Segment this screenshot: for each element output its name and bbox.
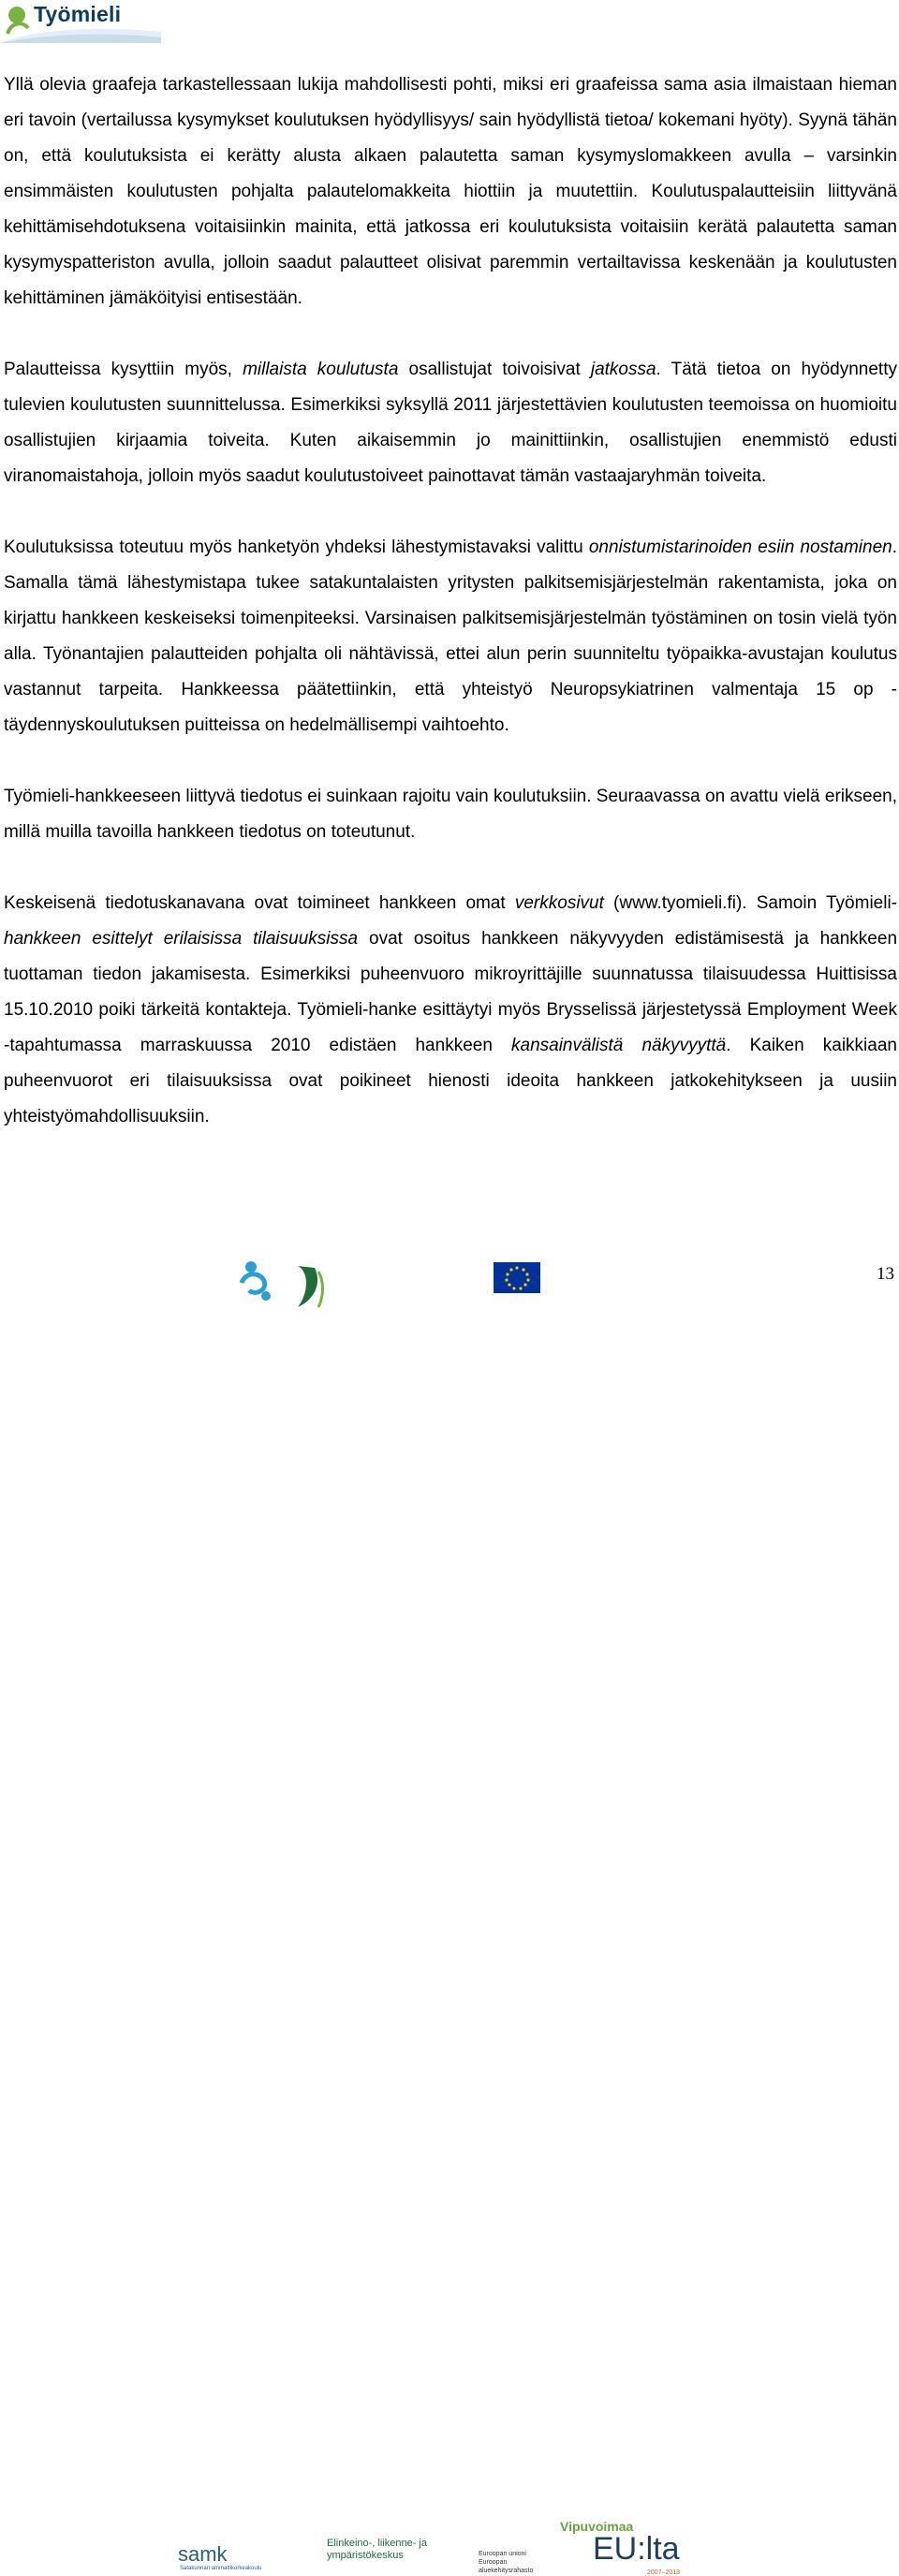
paragraph	[4, 352, 897, 494]
text-segment: osallistujat toivoisivat	[398, 360, 591, 379]
document-body	[4, 67, 897, 1135]
samk-logo-icon	[242, 1261, 271, 1301]
paragraph	[4, 779, 897, 850]
italic-text: onnistumistarinoiden esiin nostaminen	[588, 537, 892, 557]
paragraph	[4, 886, 897, 1135]
text-segment: (www.tyomieli.fi). Samoin Työmieli-	[603, 893, 898, 913]
ely-logo-icon	[298, 1266, 323, 1307]
text-segment: Koulutuksissa toteutuu myös hanketyön yhdeksi lähestymistavaksi valittu	[4, 537, 589, 557]
text-segment: . Kaiken kaikkiaan puheenvuorot eri tilaisuuksissa ovat poikineet hienosti ideoita hankkeen jatkokehitykseen ja uusiin yhteistyömahdollisuuksiin.	[4, 1036, 897, 1126]
text-segment: Keskeisenä tiedotuskanavana ovat toimineet hankkeen omat	[4, 893, 515, 913]
tyomieli-logo	[0, 0, 161, 43]
text-segment: . Tätä tietoa on hyödynnetty tulevien koulutusten suunnittelussa. Esimerkiksi syksyllä 2011 järjestettävien koulutusten teemoissa on huomioitu osallistujien kirjaamia toiveita. Kuten aikaisemmin jo mainittiinkin, osallistujien enemmistö edusti viranomaistahoja, jolloin myös saadut koulutustoiveet painottavat tämän vastaajaryhmän toiveita.	[4, 360, 897, 486]
italic-text: hankkeen esittelyt erilaisissa tilaisuuksissa	[4, 929, 359, 949]
italic-text: verkkosivut	[514, 893, 604, 913]
vipuvoimaa-text: Vipuvoimaa	[560, 2519, 634, 2534]
samk-logo-subtext: Satakunnan ammattikorkeakoulu	[180, 2566, 262, 2571]
eu-logo-text: Euroopan unioni Euroopan aluekehitysrahasto	[479, 2551, 534, 2574]
footer-logos	[0, 1255, 899, 2576]
italic-text: millaista koulutusta	[243, 360, 399, 379]
paragraph	[4, 530, 897, 743]
paragraph	[4, 67, 897, 316]
ely-logo-text: Elinkeino-, liikenne- ja ympäristökeskus	[327, 2538, 427, 2561]
italic-text: kansainvälistä näkyvyyttä	[511, 1036, 727, 1055]
eu-flag-icon	[494, 1262, 540, 1293]
italic-text: jatkossa	[590, 360, 656, 379]
text-segment: Työmieli-hankkeeseen liittyvä tiedotus ei suinkaan rajoitu vain koulutuksiin. Seuraavassa on avattu vielä erikseen, millä muilla tavoilla hankkeen tiedotus on toteutunut.	[4, 787, 897, 842]
text-segment: . Samalla tämä lähestymistapa tukee satakuntalaisten yritysten palkitsemisjärjestelmän rakentamista, joka on kirjattu hankkeen keskeiseksi toimenpiteeksi. Varsinaisen palkitsemisjärjestelmän työstäminen on tosin vielä työn alla. Työnantajien palautteiden pohjalta oli nähtävissä, ettei alun perin suunniteltu työpaikka-avustajan koulutus vastannut tarpeita. Hankkeessa päätettiinkin, että yhteistyö Neuropsykiatrinen valmentaja 15 op -täydennyskoulutuksen puitteissa on hedelmällisempi vaihtoehto.	[4, 537, 897, 735]
samk-logo-text: samk	[178, 2542, 228, 2566]
logo-text: Työmieli	[34, 2, 122, 26]
text-segment: Palautteissa kysyttiin myös,	[4, 360, 243, 379]
eulta-text: EU:lta	[593, 2531, 680, 2567]
eulta-years: 2007–2013	[647, 2569, 681, 2576]
page-number: 13	[877, 1264, 894, 1284]
footer-graphics	[0, 1255, 899, 1325]
text-segment: Yllä olevia graafeja tarkastellessaan lukija mahdollisesti pohti, miksi eri graafeissa sama asia ilmaistaan hieman eri tavoin (vertailussa kysymykset koulutuksen hyödyllisyys/ sain hyödyllistä tietoa/ kokemani hyöty). Syynä tähän on, että koulutuksista ei kerätty alusta alkaen palautetta saman kysymyslomakkeen avulla – varsinkin ensimmäisten koulutusten pohjalta palautelomakkeita hiottiin ja muutettiin. Koulutuspalautteisiin liittyvänä kehittämisehdotuksena voitaisiinkin mainita, että jatkossa eri koulutuksista voitaisiin kerätä palautetta saman kysymyspatteriston avulla, jolloin saadut palautteet olisivat paremmin vertailtavissa keskenään ja koulutusten kehittäminen jämäköityisi entisestään.	[4, 75, 897, 308]
text-segment: ovat osoitus hankkeen näkyvyyden edistämisestä ja hankkeen tuottaman tiedon jakamisesta. Esimerkiksi puheenvuoro mikroyrittäjille suunnatussa tilaisuudessa Huittisissa 15.10.2010 poiki tärkeitä kontakteja. Työmieli-hanke esittäytyi myös Brysselissä järjestetyssä Employment Week -tapahtumassa marraskuussa 2010 edistäen hankkeen	[4, 929, 898, 1055]
